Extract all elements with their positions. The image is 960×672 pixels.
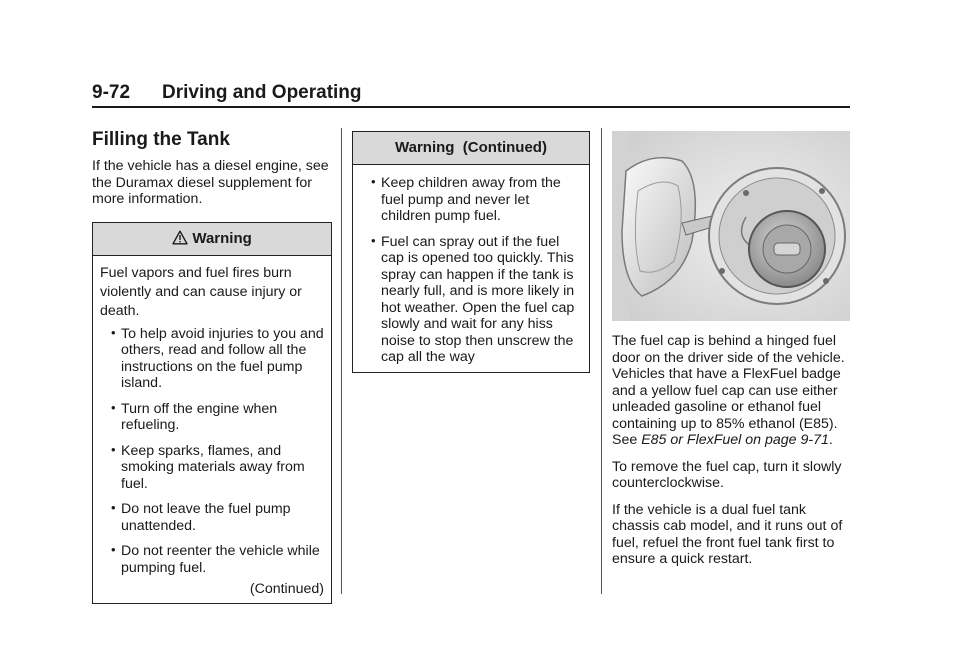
warning-box bbox=[92, 222, 332, 605]
bullet-icon: • bbox=[111, 399, 116, 415]
bullet-icon: • bbox=[111, 324, 116, 340]
paragraph-fuel-cap: The fuel cap is behind a hinged fuel door on the driver side of the vehicle. Vehicles that have a FlexFuel badge and a yellow fuel cap can use either unleaded gasoline or ethanol fuel containing up to 85% ethanol (E85). See E85 or FlexFuel on page 9-71. bbox=[612, 333, 845, 448]
bullet-icon: • bbox=[371, 232, 376, 248]
continued-label: (Continued) bbox=[249, 581, 324, 597]
list-item: • Do not reenter the vehicle while pumping fuel. bbox=[111, 542, 320, 576]
warning-header: Warning (Continued) bbox=[353, 132, 589, 165]
paragraph-remove-cap: To remove the fuel cap, turn it slowly counterclockwise. bbox=[612, 458, 842, 491]
page-number: 9-72 bbox=[92, 82, 131, 103]
warning-body bbox=[93, 256, 331, 604]
bullet-icon: • bbox=[111, 542, 116, 557]
list-item: • Fuel can spray out if the fuel cap is opened too quickly. This spray can happen if the tank is nearly full, and is more likely in hot weather. Open the fuel cap slowly and wait for any hiss noise to stop then unscrew the cap all the way bbox=[371, 232, 575, 365]
list-item: • To help avoid injuries to you and others, read and follow all the instructions on the fuel pump island. bbox=[111, 324, 324, 391]
list-item: • Keep sparks, flames, and smoking materials away from fuel. bbox=[111, 441, 305, 492]
warning-header bbox=[93, 223, 331, 256]
page-header bbox=[92, 80, 850, 108]
intro-paragraph: If the vehicle has a diesel engine, see the Duramax diesel supplement for more information. bbox=[92, 158, 329, 207]
warning-triangle-icon bbox=[172, 230, 192, 247]
list-item: • Turn off the engine when refueling. bbox=[111, 399, 278, 433]
warning-list bbox=[100, 326, 324, 577]
fuel-door-image bbox=[612, 131, 850, 321]
column-2 bbox=[352, 131, 590, 373]
list-item: • Do not leave the fuel pump unattended. bbox=[111, 500, 291, 534]
warning-lead: Fuel vapors and fuel fires burn violently and can cause injury or death. bbox=[100, 264, 302, 319]
list-item: • Keep children away from the fuel pump and never let children pump fuel. bbox=[371, 174, 561, 224]
column-3 bbox=[612, 131, 850, 568]
warning-body bbox=[353, 165, 589, 372]
column-divider bbox=[601, 128, 602, 594]
paragraph-dual-tank: If the vehicle is a dual fuel tank chassis cab model, and it runs out of fuel, refuel the front fuel tank first to ensure a quick restart. bbox=[612, 501, 843, 567]
warning-box-continued bbox=[352, 131, 590, 373]
warning-list bbox=[360, 175, 582, 366]
bullet-icon: • bbox=[111, 500, 116, 515]
section-title: Driving and Operating bbox=[162, 82, 362, 103]
section-heading: Filling the Tank bbox=[92, 129, 230, 150]
bullet-icon: • bbox=[371, 174, 376, 189]
column-divider bbox=[341, 128, 342, 594]
cross-reference-link[interactable]: E85 or FlexFuel on page 9-71 bbox=[641, 432, 829, 448]
bullet-icon: • bbox=[111, 441, 116, 457]
column-1 bbox=[92, 128, 332, 604]
warning-title: Warning bbox=[192, 229, 252, 247]
